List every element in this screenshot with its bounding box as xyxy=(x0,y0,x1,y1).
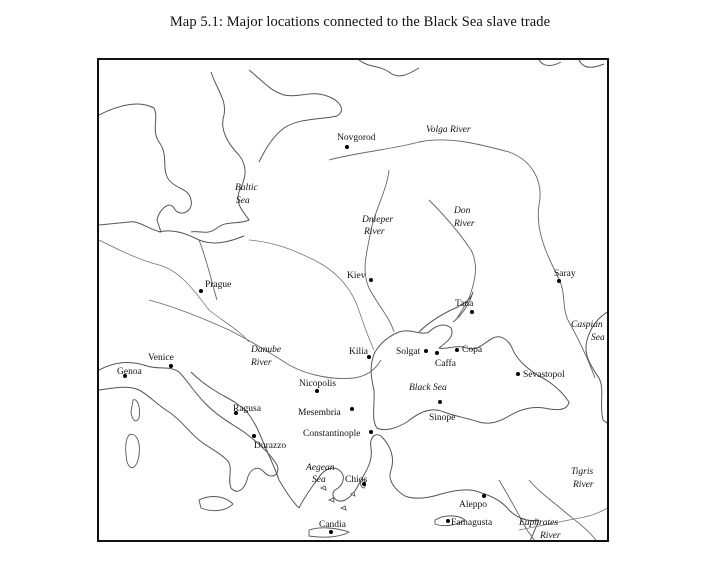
city-label-chios: Chios xyxy=(345,475,368,485)
city-label-mesembria: Mesembria xyxy=(298,408,341,418)
label-tigris-river: River xyxy=(573,480,594,490)
city-dot-caffa xyxy=(435,351,439,355)
label-danube-river: River xyxy=(251,358,272,368)
city-label-venice: Venice xyxy=(148,353,174,363)
label-black-sea: Black Sea xyxy=(409,383,447,393)
city-label-solgat: Solgat xyxy=(396,347,421,357)
city-label-candia: Candia xyxy=(319,520,346,530)
label-caspian-sea: Sea xyxy=(591,333,605,343)
label-danube: Danube xyxy=(251,345,282,355)
city-label-nicopolis: Nicopolis xyxy=(299,379,336,389)
label-dnieper: Dnieper xyxy=(362,215,394,225)
city-label-genoa: Genoa xyxy=(117,367,142,377)
city-dot-aleppo xyxy=(482,494,486,498)
city-dot-solgat xyxy=(424,349,428,353)
city-label-aleppo: Aleppo xyxy=(459,500,487,510)
label-don: Don xyxy=(454,206,471,216)
city-dot-constantinople xyxy=(369,430,373,434)
city-label-sevastopol: Sevastopol xyxy=(523,370,565,380)
city-label-kilia: Kilia xyxy=(349,347,368,357)
city-dot-venice xyxy=(169,364,173,368)
label-don-river: River xyxy=(454,219,475,229)
city-dot-famagusta xyxy=(446,519,450,523)
map-caption: Map 5.1: Major locations connected to the Black Sea slave trade xyxy=(169,14,551,30)
label-euphrates-river: River xyxy=(540,531,561,541)
city-dot-kiev xyxy=(369,278,373,282)
city-label-kiev: Kiev xyxy=(347,271,366,281)
label-dnieper-river: River xyxy=(364,227,385,237)
city-dot-candia xyxy=(329,530,333,534)
city-dot-novgorod xyxy=(345,145,349,149)
city-label-copa: Copa xyxy=(462,345,483,355)
city-label-caffa: Caffa xyxy=(435,359,456,369)
city-dot-sinope xyxy=(438,400,442,404)
city-label-famagusta: Famagusta xyxy=(451,518,493,528)
city-dot-sevastopol xyxy=(516,372,520,376)
label-baltic-sea: Sea xyxy=(236,196,250,206)
label-baltic: Baltic xyxy=(235,183,258,193)
label-euphrates: Euphrates xyxy=(519,518,559,528)
city-dot-prague xyxy=(199,289,203,293)
city-label-tana: Tana xyxy=(455,299,474,309)
city-dot-copa xyxy=(455,348,459,352)
city-label-saray: Saray xyxy=(554,269,576,279)
label-aegean: Aegean xyxy=(306,463,335,473)
city-dot-durazzo xyxy=(252,434,256,438)
city-label-prague: Prague xyxy=(205,280,232,290)
city-dot-mesembria xyxy=(350,407,354,411)
label-caspian: Caspian xyxy=(571,320,603,330)
label-volga-river: Volga River xyxy=(426,125,471,135)
city-label-novgorod: Novgorod xyxy=(337,133,376,143)
map-frame xyxy=(97,58,609,542)
city-dot-saray xyxy=(557,279,561,283)
city-markers xyxy=(99,60,609,542)
label-aegean-sea: Sea xyxy=(312,475,326,485)
city-dot-tana xyxy=(470,310,474,314)
city-dot-nicopolis xyxy=(315,389,319,393)
city-label-ragusa: Ragusa xyxy=(233,404,261,414)
city-label-durazzo: Durazzo xyxy=(254,441,287,451)
city-label-sinope: Sinope xyxy=(429,413,456,423)
city-label-constantinople: Constantinople xyxy=(303,429,361,439)
label-tigris: Tigris xyxy=(571,467,594,477)
